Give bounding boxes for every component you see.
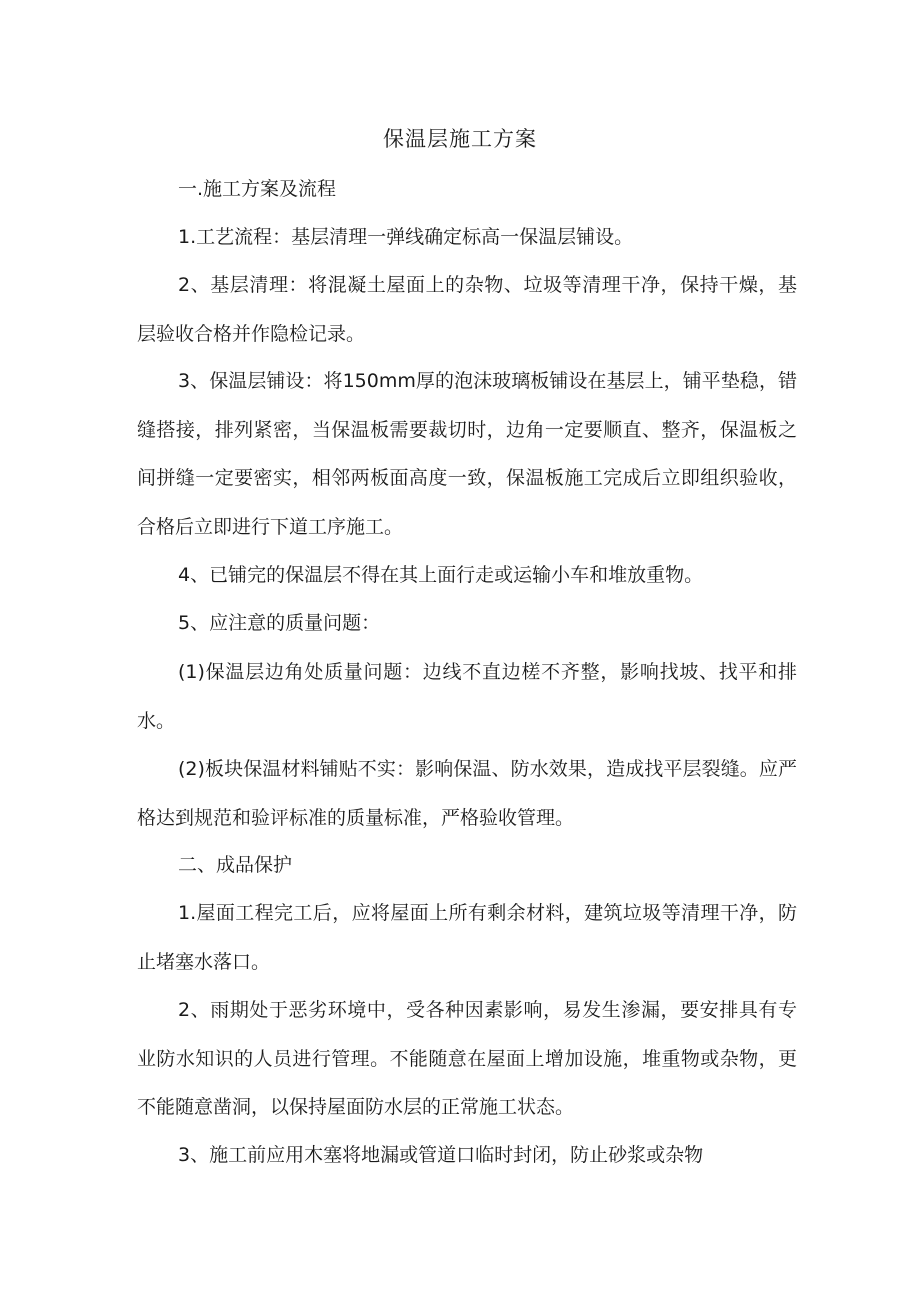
paragraph-3: 3、保温层铺设：将150mm厚的泡沫玻璃板铺设在基层上，铺平垫稳，错缝搭接，排列紧密，当保温板需要裁切时，边角一定要顺直、整齐，保温板之间拼缝一定要密实，相邻两板面高度一致，保温板施工完成后立即组织验收，合格后立即进行下道工序施工。 xyxy=(137,370,797,538)
paragraph-8: 1.屋面工程完工后，应将屋面上所有剩余材料，建筑垃圾等清理干净，防止堵塞水落口。 xyxy=(137,902,797,973)
section-heading-2: 二、成品保护 xyxy=(178,854,293,876)
paragraph-2: 2、基层清理：将混凝土屋面上的杂物、垃圾等清理干净，保持干燥，基层验收合格并作隐检记录。 xyxy=(137,274,797,345)
paragraph-9: 2、雨期处于恶劣环境中，受各种因素影响，易发生渗漏，要安排具有专业防水知识的人员进行管理。不能随意在屋面上增加设施，堆重物或杂物，更不能随意凿洞，以保持屋面防水层的正常施工状态。 xyxy=(137,999,797,1118)
paragraph-4: 4、已铺完的保温层不得在其上面行走或运输小车和堆放重物。 xyxy=(178,564,704,586)
section-heading-1: 一.施工方案及流程 xyxy=(178,178,337,200)
document-title: 保温层施工方案 xyxy=(383,127,537,151)
paragraph-10: 3、施工前应用木塞将地漏或管道口临时封闭，防止砂浆或杂物 xyxy=(178,1144,704,1166)
paragraph-5: 5、应注意的质量问题： xyxy=(178,612,381,634)
paragraph-6: (1)保温层边角处质量问题：边线不直边槎不齐整，影响找坡、找平和排水。 xyxy=(137,661,797,732)
paragraph-7: (2)板块保温材料铺贴不实：影响保温、防水效果，造成找平层裂缝。应严格达到规范和验评标准的质量标准，严格验收管理。 xyxy=(137,758,797,829)
paragraph-1: 1.工艺流程：基层清理一弹线确定标高一保温层铺设。 xyxy=(178,226,634,248)
